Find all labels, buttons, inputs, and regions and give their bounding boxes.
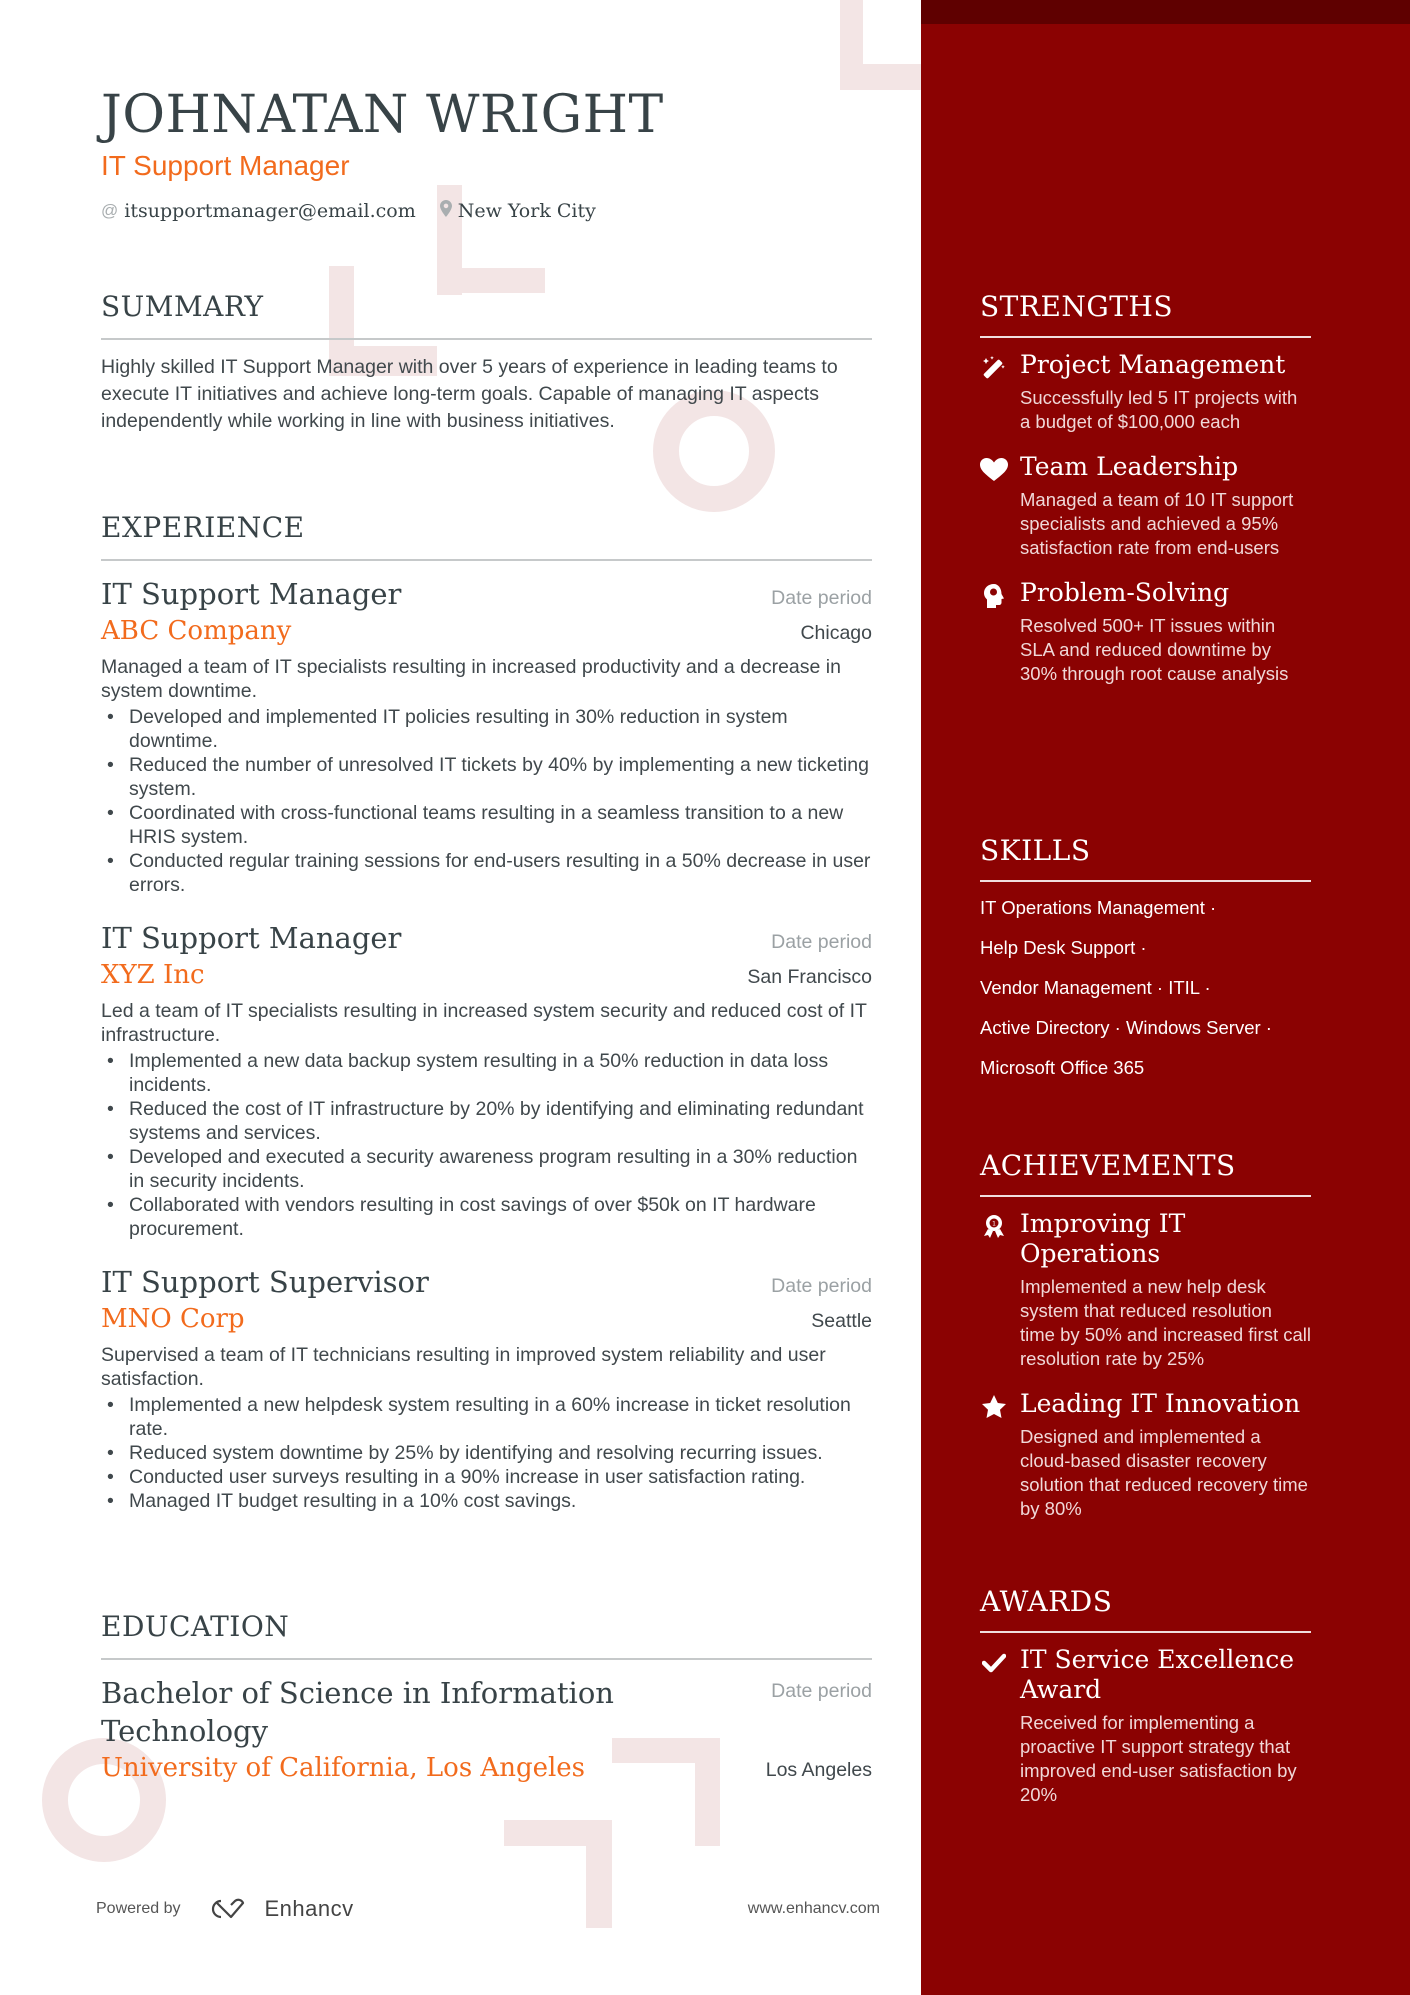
job-bullet: • Conducted regular training sessions for end-users resulting in a 50% decrease in user errors. <box>101 849 872 897</box>
enhancv-logo[interactable] <box>207 1896 354 1922</box>
job-bullet: • Reduced system downtime by 25% by identifying and resolving recurring issues. <box>101 1441 872 1465</box>
experience-section <box>101 511 872 1513</box>
school-name: University of California, Los Angeles <box>101 1753 586 1783</box>
job-date: Date period <box>771 587 872 609</box>
at-icon: @ <box>101 201 119 220</box>
sidebar <box>921 0 1410 1995</box>
email-text: itsupportmanager@email.com <box>124 200 416 222</box>
heart-icon <box>980 456 1008 484</box>
strength-item <box>980 452 1311 560</box>
divider <box>980 1631 1311 1633</box>
divider <box>101 1658 872 1660</box>
magic-wand-icon <box>980 354 1008 382</box>
job-bullet: • Implemented a new helpdesk system resulting in a 60% increase in ticket resolution rate. <box>101 1393 872 1441</box>
achievement-title: Leading IT Innovation <box>1020 1389 1301 1418</box>
job-title: IT Support Manager <box>101 577 402 611</box>
awards-heading: AWARDS <box>980 1585 1113 1618</box>
checkmark-icon <box>980 1649 1008 1677</box>
skill-item: Help Desk Support · <box>980 937 1147 958</box>
award-item <box>980 1645 1311 1807</box>
job-title: IT Support Manager <box>101 921 402 955</box>
job-bullets <box>101 705 872 897</box>
summary-section <box>101 290 872 435</box>
footer-url[interactable]: www.enhancv.com <box>747 1900 880 1917</box>
strengths-heading: STRENGTHS <box>980 290 1174 323</box>
job-bullet: • Coordinated with cross-functional teams resulting in a seamless transition to a new HRIS system. <box>101 801 872 849</box>
achievement-item <box>980 1209 1311 1371</box>
job-bullet: • Implemented a new data backup system resulting in a 50% reduction in data loss incidents. <box>101 1049 872 1097</box>
divider <box>980 1195 1311 1197</box>
skill-item: Active Directory · Windows Server · <box>980 1017 1272 1038</box>
summary-text: Highly skilled IT Support Manager with over 5 years of experience in leading teams to execute IT initiatives and achieve long-term goals. Capable of managing IT aspects independently while working in line with business initiatives. <box>101 356 838 432</box>
candidate-name: JOHNATAN WRIGHT <box>101 85 664 145</box>
job-bullets <box>101 1049 872 1241</box>
skills-section <box>980 834 1311 1096</box>
skill-item: Vendor Management · ITIL · <box>980 977 1211 998</box>
divider <box>101 559 872 561</box>
divider <box>101 338 872 340</box>
strength-title: Project Management <box>1020 350 1286 379</box>
map-pin-icon <box>440 200 452 222</box>
job-bullet: • Reduced the cost of IT infrastructure by 20% by identifying and eliminating redundant systems and services. <box>101 1097 872 1145</box>
awards-section <box>980 1585 1311 1807</box>
education-date: Date period <box>771 1680 872 1702</box>
award-desc: Received for implementing a proactive IT support strategy that improved end-user satisfaction by 20% <box>1020 1712 1297 1805</box>
job-bullet: • Developed and implemented IT policies resulting in 30% reduction in system downtime. <box>101 705 872 753</box>
skills-heading: SKILLS <box>980 834 1091 867</box>
job-description: Supervised a team of IT technicians resulting in improved system reliability and user satisfaction. <box>101 1344 826 1390</box>
summary-heading: SUMMARY <box>101 290 264 323</box>
achievements-heading: ACHIEVEMENTS <box>980 1149 1236 1182</box>
head-brain-icon <box>980 582 1008 610</box>
job-location: San Francisco <box>747 966 872 988</box>
achievement-desc: Implemented a new help desk system that reduced resolution time by 50% and increased first call resolution rate by 25% <box>1020 1276 1311 1369</box>
strength-item <box>980 350 1311 434</box>
job-bullet: • Conducted user surveys resulting in a 90% increase in user satisfaction rating. <box>101 1465 872 1489</box>
contact-email[interactable] <box>101 200 416 222</box>
strength-desc: Resolved 500+ IT issues within SLA and reduced downtime by 30% through root cause analysis <box>1020 615 1289 684</box>
location-text: New York City <box>457 200 596 222</box>
education-section <box>101 1610 872 1786</box>
svg-text:1: 1 <box>992 1220 996 1228</box>
achievement-desc: Designed and implemented a cloud-based disaster recovery solution that reduced recovery time by 80% <box>1020 1426 1308 1519</box>
job-entry <box>101 1263 872 1513</box>
company-name: ABC Company <box>101 616 292 646</box>
job-description: Managed a team of IT specialists resulting in increased productivity and a decrease in system downtime. <box>101 656 841 702</box>
strength-desc: Successfully led 5 IT projects with a budget of $100,000 each <box>1020 387 1298 432</box>
job-bullet: • Collaborated with vendors resulting in cost savings of over $50k on IT hardware procurement. <box>101 1193 872 1241</box>
powered-by <box>96 1896 354 1922</box>
award-title: IT Service Excellence Award <box>1020 1645 1295 1704</box>
divider <box>980 336 1311 338</box>
skill-item: IT Operations Management · <box>980 897 1217 918</box>
brand-name: Enhancv <box>264 1896 354 1921</box>
strength-title: Problem-Solving <box>1020 578 1230 607</box>
powered-by-label: Powered by <box>96 1900 181 1917</box>
job-bullet: • Developed and executed a security awareness program resulting in a 30% reduction in security incidents. <box>101 1145 872 1193</box>
company-name: XYZ Inc <box>101 960 205 990</box>
education-entry <box>101 1674 872 1786</box>
achievements-section <box>980 1149 1311 1521</box>
job-bullet: • Managed IT budget resulting in a 10% cost savings. <box>101 1489 872 1513</box>
job-date: Date period <box>771 1275 872 1297</box>
strength-title: Team Leadership <box>1020 452 1239 481</box>
job-location: Seattle <box>811 1310 872 1332</box>
contact-location <box>440 200 596 222</box>
skills-list <box>980 896 1311 1080</box>
job-title: IT Support Supervisor <box>101 1265 429 1299</box>
job-entry <box>101 575 872 897</box>
education-heading: EDUCATION <box>101 1610 290 1643</box>
education-location: Los Angeles <box>765 1759 872 1781</box>
experience-heading: EXPERIENCE <box>101 511 305 544</box>
decor-bracket-top-foot <box>840 64 921 90</box>
job-location: Chicago <box>800 622 872 644</box>
job-entry <box>101 919 872 1241</box>
job-date: Date period <box>771 931 872 953</box>
strength-item <box>980 578 1311 686</box>
award-ribbon-icon <box>980 1213 1008 1241</box>
achievement-item <box>980 1389 1311 1521</box>
strength-desc: Managed a team of 10 IT support specialists and achieved a 95% satisfaction rate from end-users <box>1020 489 1294 558</box>
star-icon <box>980 1393 1008 1421</box>
company-name: MNO Corp <box>101 1304 245 1334</box>
contact-info <box>101 200 620 222</box>
job-bullet: • Reduced the number of unresolved IT tickets by 40% by implementing a new ticketing system. <box>101 753 872 801</box>
enhancv-logo-icon <box>207 1897 255 1921</box>
divider <box>980 880 1311 882</box>
skill-item: Microsoft Office 365 <box>980 1057 1145 1078</box>
degree-title: Bachelor of Science in Information Technology <box>101 1676 614 1748</box>
achievement-title: Improving IT Operations <box>1020 1209 1186 1268</box>
job-bullets <box>101 1393 872 1513</box>
footer <box>96 1896 880 1922</box>
job-description: Led a team of IT specialists resulting in increased system security and reduced cost of IT infrastructure. <box>101 1000 867 1046</box>
sidebar-top-bar <box>921 0 1410 24</box>
strengths-section <box>980 290 1311 686</box>
candidate-title: IT Support Manager <box>101 150 350 181</box>
